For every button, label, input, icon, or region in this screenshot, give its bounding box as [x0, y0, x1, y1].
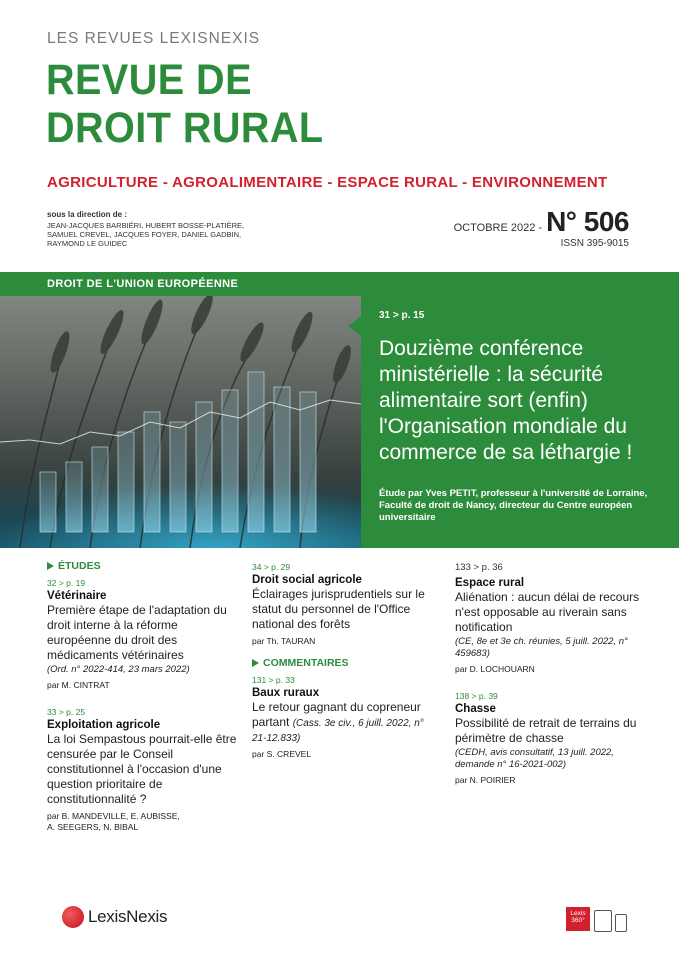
feature-reference: 31 > p. 15 [379, 310, 425, 321]
direction-label: sous la direction de : [47, 210, 128, 219]
article-category: Baux ruraux [252, 687, 320, 699]
article-title-text: Le retour gagnant du copreneur partant [252, 700, 421, 729]
contents-column-3 [455, 562, 645, 786]
article-reference: 131 > p. 33 [252, 675, 295, 685]
article-category: Chasse [455, 703, 496, 715]
article-author: par Th. TAURAN [252, 636, 316, 646]
author-line-1: par B. MANDEVILLE, E. AUBISSE, [47, 811, 180, 821]
triangle-bullet-icon [47, 562, 54, 570]
author-line-2: A. SEEGERS, N. BIBAL [47, 822, 139, 832]
title-line-1: REVUE DE [46, 56, 252, 104]
article-category: Droit social agricole [252, 574, 362, 586]
cover-photo [0, 272, 361, 548]
article-reference: 133 > p. 36 [455, 562, 503, 573]
issue-month: OCTOBRE 2022 - [453, 222, 543, 234]
direction-line-3: RAYMOND LE GUIDEC [47, 239, 128, 248]
article-author: par N. POIRIER [455, 775, 516, 785]
phone-icon [615, 914, 627, 932]
direction-line-1: JEAN-JACQUES BARBIÉRI, HUBERT BOSSE-PLATIÈRE, [47, 221, 245, 230]
badge-line-1: Lexis [570, 910, 586, 917]
article-author: par S. CREVEL [252, 749, 312, 759]
article-citation: (CE, 8e et 3e ch. réunies, 5 juill. 2022, n° 459683) [455, 636, 628, 659]
section-band-label: DROIT DE L'UNION EUROPÉENNE [47, 278, 239, 290]
article-reference: 138 > p. 39 [455, 691, 498, 701]
issn: ISSN 395-9015 [560, 238, 629, 249]
article-title[interactable]: Première étape de l'adaptation du droit interne à la réforme européenne du droit des médicaments vétérinaires [47, 603, 227, 662]
direction-line-2: SAMUEL CREVEL, JACQUES FOYER, DANIEL GADBIN, [47, 230, 242, 239]
issue-number: N° 506 [546, 206, 629, 237]
lexis360-badge[interactable] [566, 907, 590, 931]
section-band [0, 272, 361, 296]
journal-title [46, 56, 324, 152]
lexisnexis-logo-icon [62, 906, 84, 928]
panel-pointer [348, 316, 361, 336]
issue-info [454, 206, 629, 249]
device-icons [594, 910, 627, 932]
article-reference: 33 > p. 25 [47, 707, 86, 717]
badge-line-2: 360° [571, 917, 585, 924]
section-heading-commentaires [252, 657, 437, 669]
article-author: par D. LOCHOUARN [455, 664, 535, 674]
article-category: Vétérinaire [47, 590, 107, 602]
article-reference: 34 > p. 29 [252, 562, 291, 572]
section-heading-etudes [47, 560, 237, 572]
triangle-bullet-icon [252, 659, 259, 667]
tablet-icon [594, 910, 612, 932]
wheat-chart-illustration [0, 272, 361, 548]
article-title[interactable]: La loi Sempastous pourrait-elle être censurée par le Conseil constitutionnel à l'occasion d'une question prioritaire de constitutionnalité ? [47, 732, 237, 806]
feature-block [0, 272, 679, 548]
article-author: par M. CINTRAT [47, 680, 110, 690]
feature-title[interactable]: Douzième conférence ministérielle : la sécurité alimentaire sort (enfin) l'Organisation mondiale du commerce de sa léthargie ! [379, 337, 633, 464]
publisher-logo [62, 906, 167, 928]
journal-subtitle: AGRICULTURE - AGROALIMENTAIRE - ESPACE RURAL - ENVIRONNEMENT [47, 174, 608, 191]
publisher-name: LexisNexis [88, 907, 168, 926]
article-category: Espace rural [455, 577, 525, 589]
contents-column-2 [252, 562, 437, 760]
article-author [47, 811, 237, 833]
article-citation: (CEDH, avis consultatif, 13 juill. 2022, demande n° 16-2021-002) [455, 747, 614, 770]
section-heading-label: COMMENTAIRES [263, 657, 349, 669]
article-citation: (Ord. n° 2022-414, 23 mars 2022) [47, 664, 190, 675]
series-label: LES REVUES LEXISNEXIS [47, 30, 261, 47]
article-title[interactable]: Aliénation : aucun délai de recours n'est opposable au riverain sans notification [455, 590, 640, 634]
section-heading-label: ÉTUDES [58, 560, 101, 572]
article-title[interactable] [252, 700, 437, 745]
article-category: Exploitation agricole [47, 719, 161, 731]
article-title[interactable]: Possibilité de retrait de terrains du périmètre de chasse [455, 716, 637, 745]
editorial-direction [47, 210, 247, 248]
article-title[interactable]: Éclairages jurisprudentiels sur le statut du personnel de l'Office national des forêts [252, 587, 425, 631]
article-citation: (Cass. 3e civ., 6 juill. 2022, n° 21-12.833) [252, 718, 424, 744]
article-reference: 32 > p. 19 [47, 578, 86, 588]
contents-column-1 [47, 560, 237, 833]
feature-byline: Étude par Yves PETIT, professeur à l'université de Lorraine, Faculté de droit de Nancy, directeur du Centre européen universitaire [379, 488, 648, 523]
title-line-2: DROIT RURAL [46, 104, 324, 152]
